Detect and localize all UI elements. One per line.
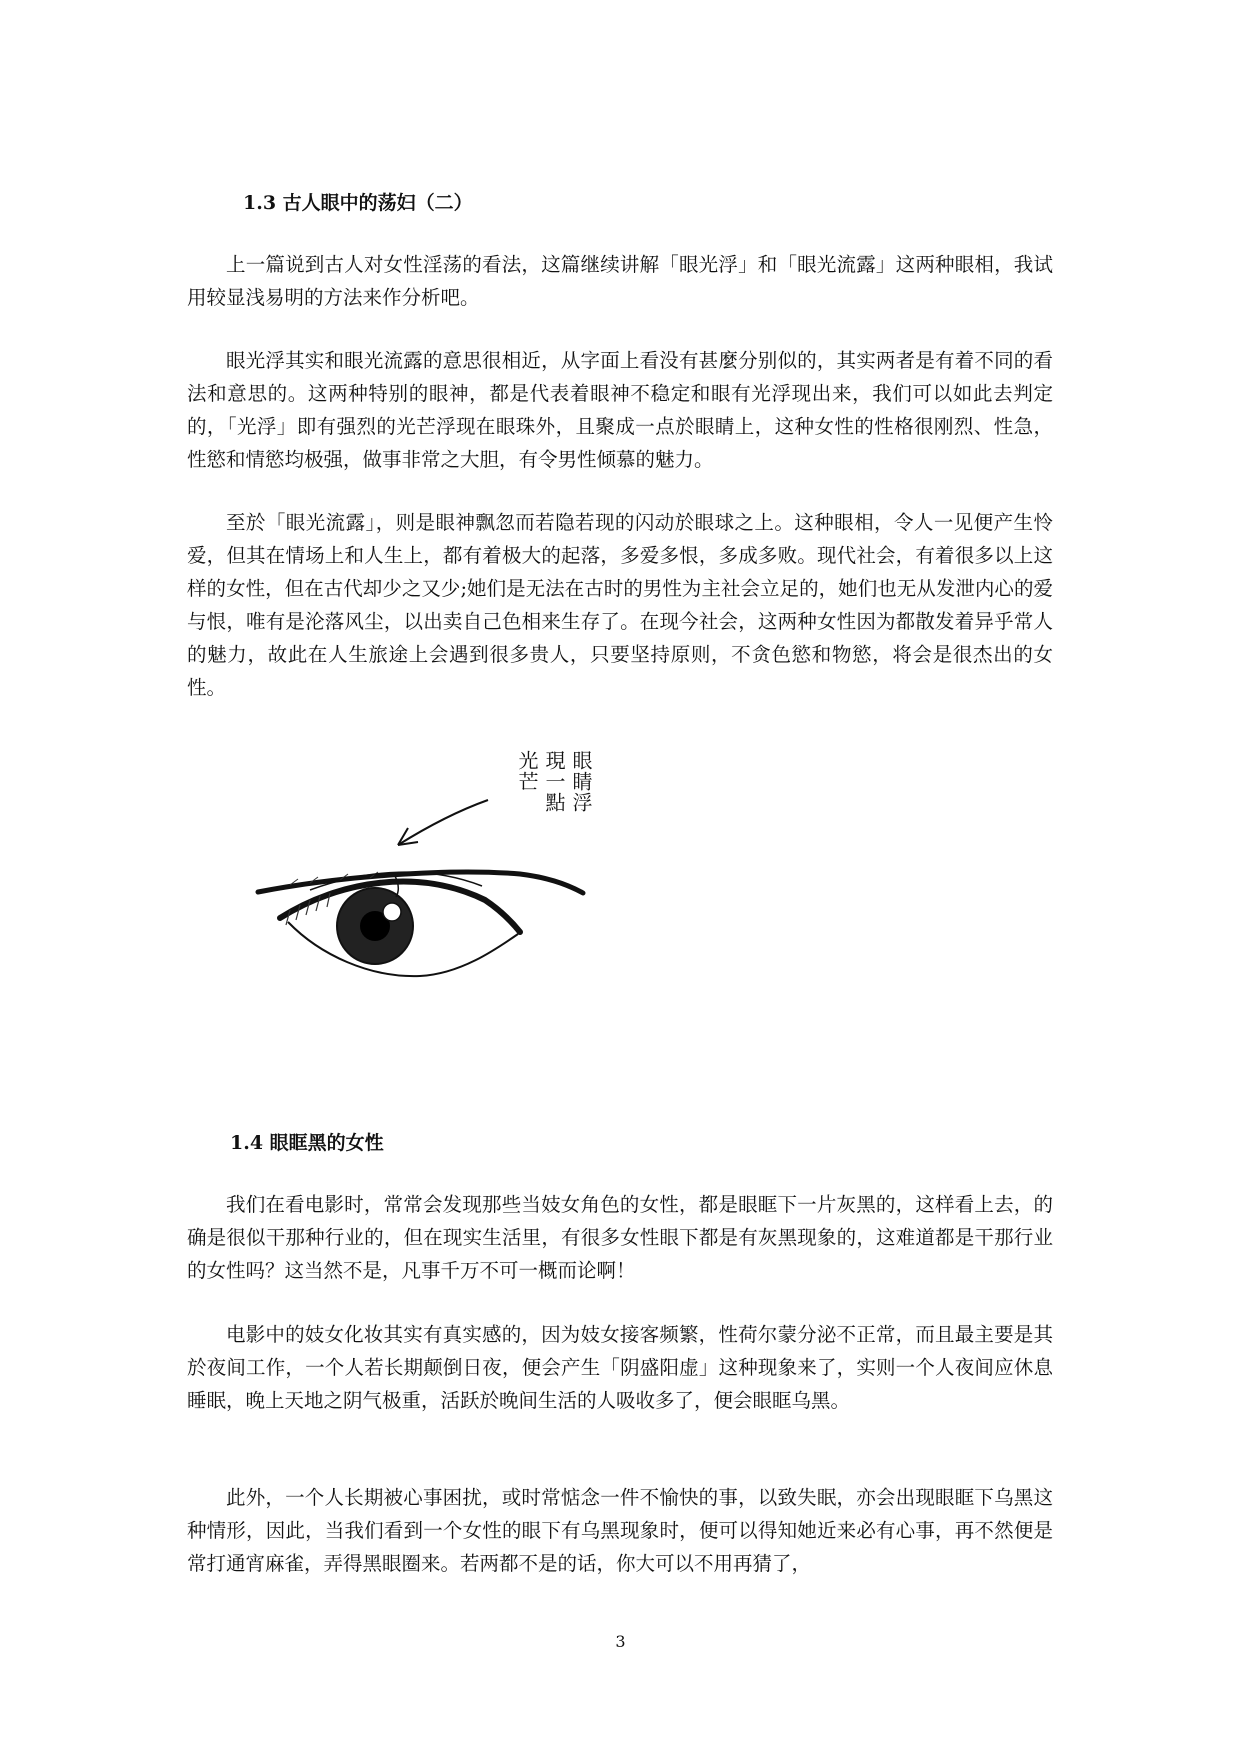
- paragraph: 至於「眼光流露」，则是眼神飘忽而若隐若现的闪动於眼球之上。这种眼相，令人一见便产生怜爱，但其在情场上和人生上，都有着极大的起落，多爱多恨，多成多败。现代社会，有着很多以上这样的女性，但在古代却少之又少;她们是无法在古时的男性为主社会立足的，她们也无从发泄内心的爱与恨，唯有是沦落风尘，以出卖自己色相来生存了。在现今社会，这两种女性因为都散发着异乎常人的魅力，故此在人生旅途上会遇到很多贵人，只要坚持原则，不贪色慾和物慾，将会是很杰出的女性。: [187, 511, 1053, 699]
- section-heading-1-3: 1.3 古人眼中的荡妇（二）: [243, 192, 473, 214]
- paragraph: 上一篇说到古人对女性淫荡的看法，这篇继续讲解「眼光浮」和「眼光流露」这两种眼相，我试用较显浅易明的方法来作分析吧。: [187, 253, 1053, 309]
- figure-label-guangmang: 光芒: [515, 750, 539, 792]
- figure-label-yanjingfu: 眼睛浮: [569, 750, 593, 813]
- eye-illustration: [250, 750, 610, 1010]
- eye-figure-labels: [515, 750, 605, 830]
- paragraph: 此外，一个人长期被心事困扰，或时常惦念一件不愉快的事，以致失眠，亦会出现眼眶下乌黑这种情形，因此，当我们看到一个女性的眼下有乌黑现象时，便可以得知她近来必有心事，再不然便是常打通宵麻雀，弄得黑眼圈来。若两都不是的话，你大可以不用再猜了，: [187, 1486, 1053, 1575]
- page-number: 3: [615, 1632, 626, 1651]
- paragraph: 我们在看电影时，常常会发现那些当妓女角色的女性，都是眼眶下一片灰黑的，这样看上去，的确是很似干那种行业的，但在现实生活里，有很多女性眼下都是有灰黑现象的，这难道都是干那行业的女性吗？这当然不是，凡事千万不可一概而论啊！: [187, 1193, 1053, 1282]
- figure-label-xianyidian: 現一點: [542, 750, 566, 813]
- paragraph: 眼光浮其实和眼光流露的意思很相近，从字面上看没有甚麼分别似的，其实两者是有着不同的看法和意思的。这两种特别的眼神，都是代表着眼神不稳定和眼有光浮现出来，我们可以如此去判定的，「光浮」即有强烈的光芒浮现在眼珠外，且聚成一点於眼睛上，这种女性的性格很刚烈、性急，性慾和情慾均极强，做事非常之大胆，有令男性倾慕的魅力。: [187, 349, 1053, 471]
- paragraph: 电影中的妓女化妆其实有真实感的，因为妓女接客频繁，性荷尔蒙分泌不正常，而且最主要是其於夜间工作，一个人若长期颠倒日夜，便会产生「阴盛阳虚」这种现象来了，实则一个人夜间应休息睡眠，晚上天地之阴气极重，活跃於晚间生活的人吸收多了，便会眼眶乌黑。: [187, 1323, 1053, 1412]
- section-heading-1-4: 1.4 眼眶黑的女性: [230, 1132, 384, 1154]
